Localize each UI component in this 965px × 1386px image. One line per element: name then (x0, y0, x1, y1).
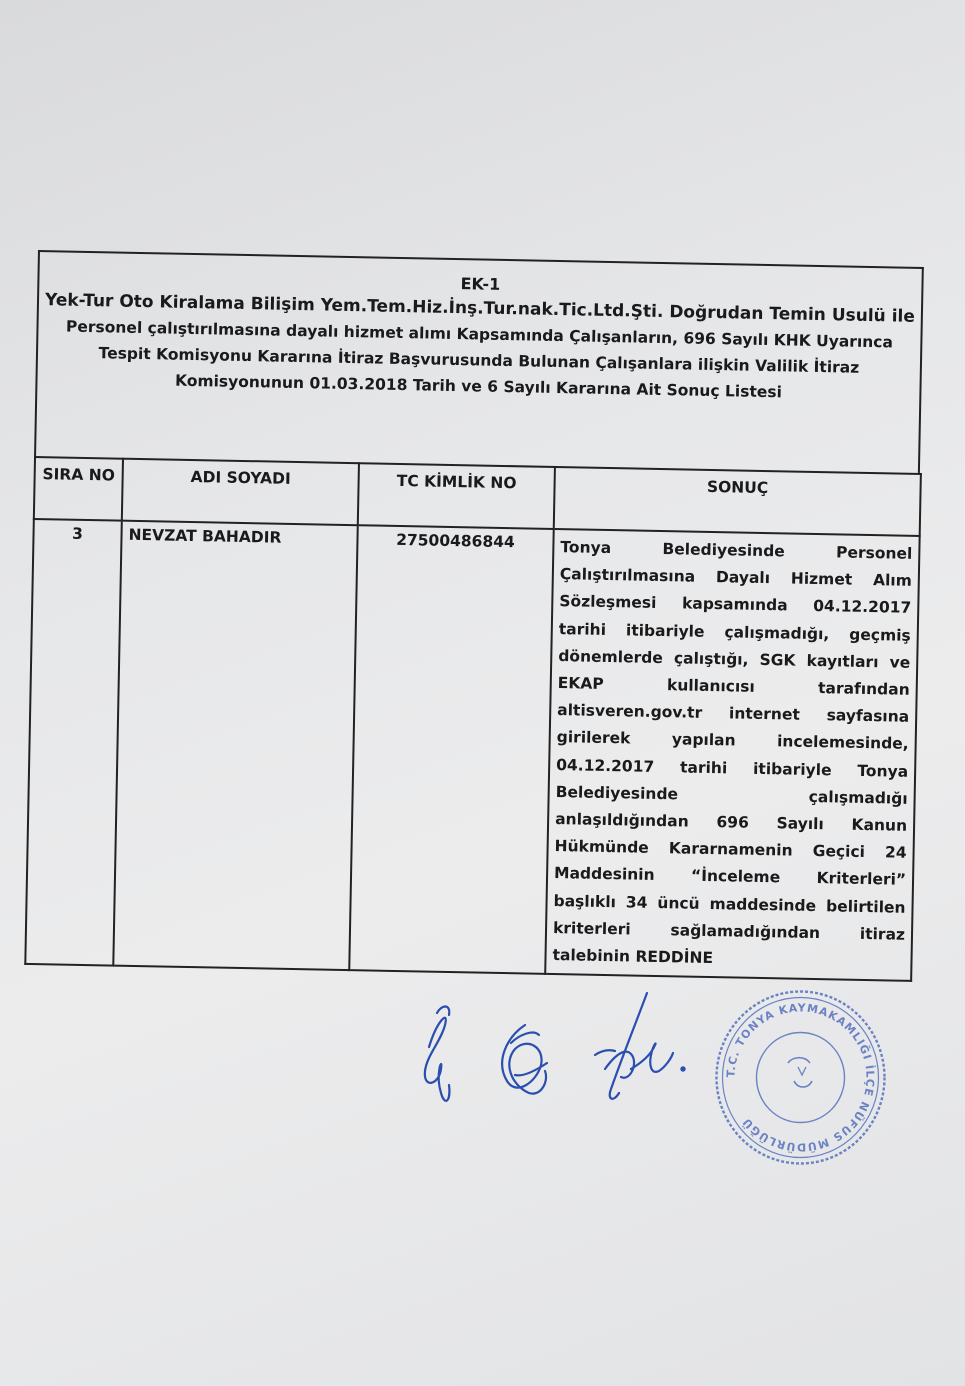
result-list-frame (24, 250, 924, 982)
col-header-tc-kimlik-no: TC KİMLİK NO (358, 463, 555, 529)
svg-text:T.C. TONYA KAYMAKAMLIĞI İLÇE N (724, 1001, 877, 1154)
handwritten-signatures (415, 985, 705, 1125)
col-header-sonuc: SONUÇ (554, 467, 921, 536)
title-line-2: Personel çalıştırılmasına dayalı hizmet alımı Kapsamında Çalışanların, 696 Sayılı KHK Uyarınca (65, 317, 894, 352)
title-line-4: Komisyonunun 01.03.2018 Tarih ve 6 Sayılı Kararına Ait Sonuç Listesi (174, 371, 783, 402)
table-row (25, 519, 919, 981)
cell-sonuc: Tonya Belediyesinde Personel Çalıştırılmasına Dayalı Hizmet Alım Sözleşmesi kapsamında 04.12.2017 tarihi itibariyle çalışmadığı, geçmiş dönemlerde çalıştığı, SGK kayıtları ve EKAP kullanıcısı tarafından altisveren.gov.tr internet sayfasına girilerek yapılan incelemesinde, 04.12.2017 tarihi itibariyle Tonya Belediyesinde çalışmadığı anlaşıldığından 696 Sayılı Kanun Hükmünde Kararnamenin Geçici 24 Maddesinin “İnceleme Kriterleri” başlıklı 34 üncü maddesinde belirtilen kriterleri sağlamadığından itiraz talebinin REDDİNE (545, 529, 919, 981)
title-line-1: Yek-Tur Oto Kiralama Bilişim Yem.Tem.Hiz.İnş.Tur.nak.Tic.Ltd.Şti. Doğrudan Temin Usulü ile (44, 290, 916, 327)
result-table (24, 456, 922, 982)
stamp-text: T.C. TONYA KAYMAKAMLIĞI İLÇE NÜFUS MÜDÜRLÜĞÜ (724, 1001, 877, 1154)
col-header-sira-no: SIRA NO (34, 457, 123, 521)
official-stamp (708, 985, 893, 1170)
cell-tc-kimlik-no: 27500486844 (349, 525, 554, 974)
annex-label: EK-1 (460, 274, 501, 294)
document-header (34, 250, 924, 473)
col-header-adi-soyadi: ADI SOYADI (122, 459, 359, 526)
cell-adi-soyadi: NEVZAT BAHADIR (113, 521, 358, 971)
cell-sira: 3 (25, 519, 122, 966)
title-line-3: Tespit Komisyonu Kararına İtiraz Başvurusunda Bulunan Çalışanlara ilişkin Valilik İtiraz (98, 344, 860, 377)
